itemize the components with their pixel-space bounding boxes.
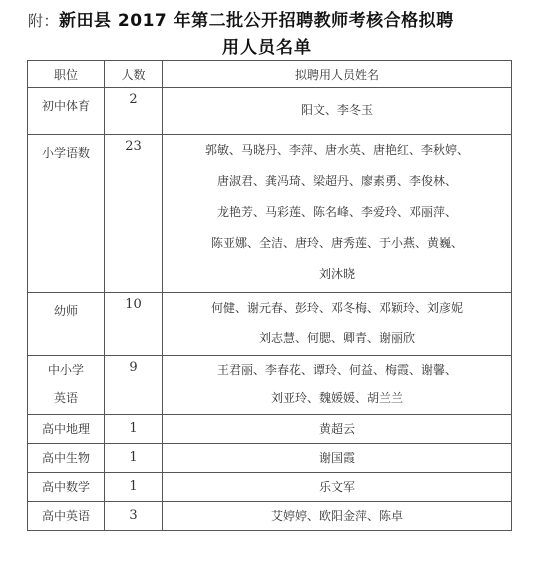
names-cell [163, 293, 512, 356]
position-cell [28, 473, 105, 502]
position-label: 高中数学 [41, 480, 90, 494]
names-line: 郭敏、马晓丹、李萍、唐水英、唐艳红、李秋婷、 [204, 143, 469, 157]
count-cell: 23 [105, 135, 163, 293]
header-names: 拟聘用人员姓名 [163, 61, 512, 88]
names-cell [163, 88, 512, 135]
names-line: 刘志慧、何腮、卿青、谢丽欣 [258, 331, 415, 345]
names-line: 刘亚玲、魏媛媛、胡兰兰 [270, 391, 403, 405]
count-cell: 9 [105, 356, 163, 415]
names-line: 陈亚娜、全洁、唐玲、唐秀莲、于小燕、黄巍、 [210, 236, 463, 250]
table-row [28, 88, 512, 135]
names-line: 谢国霞 [318, 451, 355, 465]
names-cell [163, 135, 512, 293]
names-line: 黄超云 [318, 422, 355, 436]
names-line: 刘沐晓 [318, 267, 355, 281]
header-count: 人数 [105, 61, 163, 88]
position-label: 初中体育 [41, 99, 90, 113]
position-label: 英语 [53, 391, 78, 405]
names-cell [163, 473, 512, 502]
header-position: 职位 [28, 61, 105, 88]
count-cell: 1 [105, 415, 163, 444]
position-label: 幼师 [53, 304, 78, 318]
position-cell [28, 415, 105, 444]
table-row [28, 415, 512, 444]
roster-table [27, 60, 512, 531]
table-row [28, 473, 512, 502]
position-cell [28, 444, 105, 473]
table-row [28, 444, 512, 473]
names-line: 唐淑君、龚冯琦、梁超丹、廖素勇、李俊林、 [216, 174, 457, 188]
title-prefix: 附： [28, 12, 60, 30]
position-label: 高中生物 [41, 451, 90, 465]
position-cell [28, 502, 105, 531]
table-row [28, 293, 512, 356]
table-row [28, 502, 512, 531]
names-line: 龙艳芳、马彩莲、陈名峰、李爱玲、邓丽萍、 [216, 205, 457, 219]
title-main: 新田县 2017 年第二批公开招聘教师考核合格拟聘 [59, 11, 454, 31]
names-cell [163, 415, 512, 444]
position-label: 中小学 [47, 363, 84, 377]
count-cell: 2 [105, 88, 163, 135]
position-label: 小学语数 [41, 146, 90, 160]
count-cell: 3 [105, 502, 163, 531]
position-cell [28, 135, 105, 293]
names-line: 艾婷婷、欧阳金萍、陈卓 [270, 509, 403, 523]
names-line: 阳文、李冬玉 [300, 103, 373, 117]
position-cell [28, 356, 105, 415]
names-line: 乐文军 [318, 480, 355, 494]
names-cell [163, 502, 512, 531]
count-cell: 1 [105, 444, 163, 473]
names-line: 王君丽、李春花、谭玲、何益、梅霞、谢馨、 [216, 363, 457, 377]
names-line: 何健、谢元春、彭玲、邓冬梅、邓颖玲、刘彦妮 [210, 301, 463, 315]
count-cell: 10 [105, 293, 163, 356]
position-cell [28, 88, 105, 135]
position-cell [28, 293, 105, 356]
names-cell [163, 444, 512, 473]
title-line-1 [28, 6, 454, 31]
table-header-row [28, 61, 512, 88]
title-line-2: 用人员名单 [222, 38, 312, 58]
position-label: 高中地理 [41, 422, 90, 436]
names-cell [163, 356, 512, 415]
table-row [28, 356, 512, 415]
table-row [28, 135, 512, 293]
count-cell: 1 [105, 473, 163, 502]
position-label: 高中英语 [41, 509, 90, 523]
